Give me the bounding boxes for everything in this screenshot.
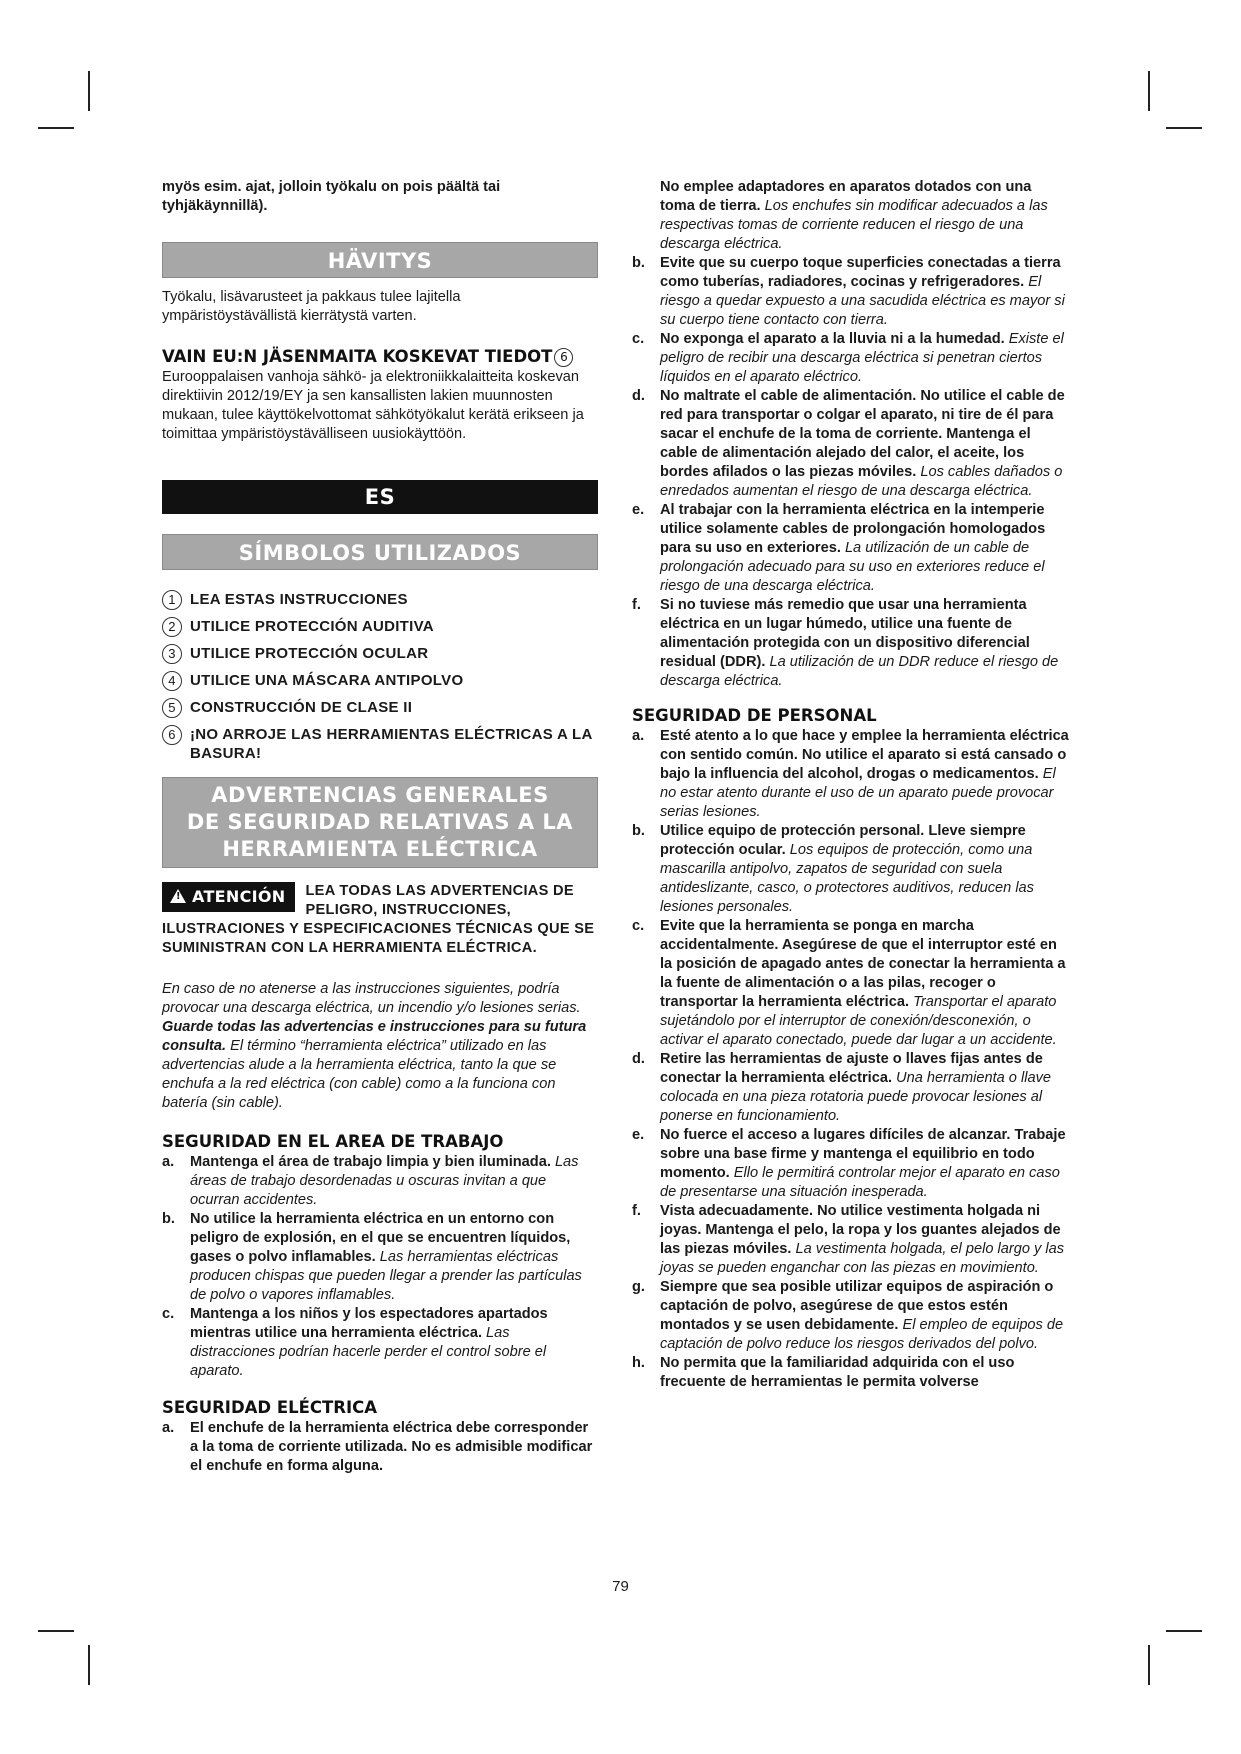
intro-text: myös esim. ajat, jolloin työkalu on pois päältä tai tyhjäkäynnillä). [162, 179, 501, 214]
general-warnings-title: ADVERTENCIAS GENERALES DE SEGURIDAD RELATIVAS A LA HERRAMIENTA ELÉCTRICA [162, 777, 598, 868]
crop-mark [1166, 127, 1202, 129]
eu-text: Eurooppalaisen vanhoja sähkö- ja elektroniikkalaitteita koskevan direktiivin 2012/19/EY ja sen kansallisten lakien muunnosten mukaan, tulee käyttökelvottomat sähkötyökalut kerätä erikseen ja toimittaa ympäristöystävälliseen uusiokäyttöön. [162, 369, 584, 442]
eu-heading: VAIN EU:N JÄSENMAITA KOSKEVAT TIEDOT 6 [162, 346, 598, 368]
list-item: f. Vista adecuadamente. No utilice vestimenta holgada ni joyas. Mantenga el pelo, la ropa y los guantes alejados de las piezas móviles. La vestimenta holgada, el pelo largo y las joyas se pueden enganchar con las piezas en movimiento. [632, 1203, 1065, 1276]
havitys-text: Työkalu, lisävarusteet ja pakkaus tulee lajitella ympäristöystävällistä kierrätystä varten. [162, 289, 461, 324]
warning-block [162, 882, 598, 958]
list-item: f. Si no tuviese más remedio que usar una herramienta eléctrica en un lugar húmedo, utilice una fuente de alimentación protegida con un dispositivo diferencial residual (DDR). La utilización de un DDR reduce el riesgo de descarga eléctrica. [632, 597, 1059, 689]
list-item: a. Mantenga el área de trabajo limpia y bien iluminada. Las áreas de trabajo desordenadas u oscuras invitan a que ocurran accidentes. [162, 1154, 579, 1208]
crop-mark [38, 1630, 74, 1632]
crop-mark [38, 127, 74, 129]
symbol-item: 6 ¡NO ARROJE LAS HERRAMIENTAS ELÉCTRICAS A LA BASURA! [162, 725, 598, 763]
crop-mark [1148, 1645, 1150, 1685]
list-item: b. Evite que su cuerpo toque superficies conectadas a tierra como tuberías, radiadores, cocinas y refrigeradores. El riesgo a quedar expuesto a una sacudida eléctrica es mayor si su cuerpo tiene contacto con tierra. [632, 255, 1065, 328]
crop-mark [88, 71, 90, 111]
list-item: a. Esté atento a lo que hace y emplee la herramienta eléctrica con sentido común. No utilice el aparato si está cansado o bajo la influencia del alcohol, drogas o medicamentos. El no estar atento durante el uso de un aparato puede provocar serias lesiones. [632, 728, 1069, 820]
crop-mark [88, 1645, 90, 1685]
crop-mark [1166, 1630, 1202, 1632]
crop-mark [1148, 71, 1150, 111]
recycle-symbol-number: 6 [554, 348, 573, 367]
personal-heading: SEGURIDAD DE PERSONAL [632, 706, 877, 725]
symbols-list [162, 590, 598, 763]
symbol-item: 4 UTILICE UNA MÁSCARA ANTIPOLVO [162, 671, 598, 691]
symbol-item: 2 UTILICE PROTECCIÓN AUDITIVA [162, 617, 598, 637]
right-column [632, 178, 1070, 1392]
symbol-item: 3 UTILICE PROTECCIÓN OCULAR [162, 644, 598, 664]
electric-heading: SEGURIDAD ELÉCTRICA [162, 1398, 377, 1417]
symbol-item: 5 CONSTRUCCIÓN DE CLASE II [162, 698, 598, 718]
list-item: b. No utilice la herramienta eléctrica en un entorno con peligro de explosión, en el que se encuentren líquidos, gases o polvo inflamables. Las herramientas eléctricas producen chispas que pueden llegar a prender las partículas de polvo o vapores inflamables. [162, 1211, 582, 1303]
work-area-list [162, 1153, 598, 1381]
work-area-heading: SEGURIDAD EN EL AREA DE TRABAJO [162, 1132, 504, 1151]
list-item: d. No maltrate el cable de alimentación. No utilice el cable de red para transportar o colgar el aparato, ni tire de él para sacar el enchufe de la toma de corriente. Mantenga el cable de alimentación alejado del calor, el aceite, los bordes afilados o las piezas móviles. Los cables dañados o enredados aumentan el riesgo de una descarga eléctrica. [632, 388, 1065, 499]
left-column [162, 178, 598, 1476]
list-item: d. Retire las herramientas de ajuste o llaves fijas antes de conectar la herramienta eléctrica. Una herramienta o llave colocada en una pieza rotatoria puede provocar lesiones al ponerse en funcionamiento. [632, 1051, 1051, 1124]
list-item: h. No permita que la familiaridad adquirida con el uso frecuente de herramientas le permita volverse [632, 1355, 1015, 1390]
list-item-continued: No emplee adaptadores en aparatos dotados con una toma de tierra. Los enchufes sin modificar adecuados a las respectivas tomas de corriente reducen el riesgo de una descarga eléctrica. [660, 179, 1048, 252]
list-item: a. El enchufe de la herramienta eléctrica debe corresponder a la toma de corriente utilizada. No es admisible modificar el enchufe en forma alguna. [162, 1420, 593, 1474]
list-item: e. No fuerce el acceso a lugares difíciles de alcanzar. Trabaje sobre una base firme y mantenga el equilibrio en todo momento. Ello le permitirá controlar mejor el aparato en caso de presentarse una situación inesperada. [632, 1127, 1066, 1200]
page-number: 79 [612, 1578, 629, 1595]
list-item: c. No exponga el aparato a la lluvia ni a la humedad. Existe el peligro de recibir una descarga eléctrica si penetran ciertos líquidos en el aparato eléctrico. [632, 331, 1064, 385]
list-item: c. Mantenga a los niños y los espectadores apartados mientras utilice una herramienta eléctrica. Las distracciones podrían hacerle perder el control sobre el aparato. [162, 1306, 548, 1379]
symbol-item: 1 LEA ESTAS INSTRUCCIONES [162, 590, 598, 610]
list-item: e. Al trabajar con la herramienta eléctrica en la intemperie utilice solamente cables de prolongación homologados para su uso en exteriores. La utilización de un cable de prolongación adecuado para su uso en exteriores reduce el riesgo de una descarga eléctrica. [632, 502, 1046, 594]
symbols-title: SÍMBOLOS UTILIZADOS [162, 534, 598, 570]
personal-list [632, 727, 1070, 1392]
list-item: c. Evite que la herramienta se ponga en marcha accidentalmente. Asegúrese de que el interruptor esté en la posición de apagado antes de conectar la herramienta a la fuente de alimentación o a las pilas, recoger o transportar la herramienta eléctrica. Transportar el aparato sujetándolo por el interruptor de conexión/desconexión, o activar el aparato conectado, puede dar lugar a un accidente. [632, 918, 1066, 1048]
list-item: g. Siempre que sea posible utilizar equipos de aspiración o captación de polvo, asegúrese de que estos estén montados y se usen debidamente. El empleo de equipos de captación de polvo reduce los riesgos derivados del polvo. [632, 1279, 1064, 1352]
electric-list [632, 254, 1070, 691]
list-item: b. Utilice equipo de protección personal. Lleve siempre protección ocular. Los equipos de protección, como una mascarilla antipolvo, zapatos de seguridad con suela antideslizante, casco, o protectores auditivos, reducen las lesiones personales. [632, 823, 1034, 915]
warning-text: LEA TODAS LAS ADVERTENCIAS DE PELIGRO, INSTRUCCIONES, ILUSTRACIONES Y ESPECIFICACIONES TÉCNICAS QUE SE SUMINISTRAN CON LA HERRAMIENTA ELÉCTRICA. [162, 883, 595, 956]
warning-triangle-icon: ! [170, 889, 186, 903]
havitys-title: HÄVITYS [162, 242, 598, 278]
language-title: ES [162, 480, 598, 514]
warning-badge: ! ATENCIÓN [162, 882, 295, 912]
general-text: En caso de no atenerse a las instrucciones siguientes, podría provocar una descarga eléctrica, un incendio y/o lesiones serias. Guarde todas las advertencias e instrucciones para su futura consulta. El término “herramienta eléctrica” utilizado en las advertencias alude a la herramienta eléctrica, tanto la que se enchufa a la red eléctrica (con cable) como a la funciona con batería (sin cable). [162, 981, 587, 1111]
